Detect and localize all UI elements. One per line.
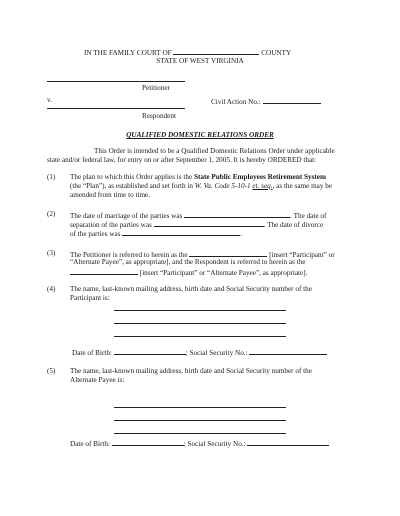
plan-name: State Public Employees Retirement System [193, 173, 326, 181]
participant-address-line-3[interactable] [114, 336, 286, 337]
participant-ssn-blank[interactable] [249, 347, 327, 355]
item-1-text-c: , as the same may be [272, 182, 333, 190]
state-heading: STATE OF WEST VIRGINIA [156, 57, 244, 65]
alternate-payee-dob-ssn [70, 438, 329, 449]
participant-address-line-1[interactable] [114, 310, 286, 311]
alternate-payee-address-line-1[interactable] [114, 407, 286, 408]
et-seq: et. seq. [252, 182, 273, 190]
alternate-payee-ssn-label: ; Social Security No.: [183, 440, 246, 448]
order-title-text: QUALIFIED DOMESTIC RELATIONS ORDER [126, 131, 274, 139]
court-suffix: COUNTY [261, 49, 292, 57]
item-2-text-c: separation of the parties was [70, 221, 152, 229]
item-4-line-2: Participant is: [70, 294, 110, 302]
item-5-number: (5) [47, 367, 56, 375]
respondent-name-line[interactable] [47, 108, 185, 109]
participant-dob-blank[interactable] [114, 347, 186, 355]
item-5-line-2: Alternate Payee is: [70, 376, 125, 384]
item-4-line-1: The name, last-known mailing address, birth date and Social Security number of the [70, 285, 312, 293]
court-prefix: IN THE FAMILY COURT OF [84, 49, 172, 57]
civil-action-label: Civil Action No.: [211, 98, 261, 106]
item-1-number: (1) [47, 173, 56, 181]
respondent-label: Respondent [142, 112, 176, 120]
participant-dob-ssn [72, 347, 327, 358]
participant-dob-label: Date of Birth: [72, 349, 112, 357]
civil-action-field [211, 96, 321, 107]
alternate-payee-dob-label: Date of Birth: [70, 440, 110, 448]
item-4-number: (4) [47, 285, 56, 293]
intro-line-2: state and/or federal law, for entry on or after September 1, 2005. It is hereby ORDERED that: [47, 156, 317, 164]
marriage-date-blank[interactable] [184, 210, 290, 218]
versus-label: v. [47, 96, 52, 104]
item-1-line-3: amended from time to time. [70, 191, 151, 199]
civil-action-blank[interactable] [263, 96, 321, 104]
statute-citation: W. Va. Code 5-10-1 [194, 182, 251, 190]
participant-address-line-2[interactable] [114, 323, 286, 324]
divorce-date-blank[interactable] [122, 228, 240, 236]
item-2-text-d: . The date of divorce [263, 221, 324, 229]
item-1-text-b: (the “Plan”), as established and set forth in [70, 182, 193, 190]
petitioner-role-blank[interactable] [189, 249, 267, 257]
item-3-number: (3) [47, 249, 56, 257]
petitioner-name-line[interactable] [47, 81, 185, 82]
item-2-line-3: of the parties was . [70, 230, 243, 238]
alternate-payee-address-line-2[interactable] [114, 420, 286, 421]
order-title [0, 131, 400, 140]
item-3-text-d: [insert “Participant” or “Alternate Payee”, as appropriate]. [139, 269, 308, 277]
alternate-payee-ssn-blank[interactable] [247, 438, 329, 446]
item-5-line-1: The name, last-known mailing address, birth date and Social Security number of the [70, 367, 312, 375]
respondent-role-blank[interactable] [70, 267, 138, 275]
item-3-text-a: The Petitioner is referred to herein as the [70, 251, 188, 259]
item-2-text-b: . The date of [290, 212, 327, 220]
item-2-text-e: of the parties was [70, 230, 121, 238]
item-2-text-a: The date of marriage of the parties was [70, 212, 183, 220]
item-3-line-3 [70, 267, 307, 278]
participant-ssn-label: ; Social Security No.: [185, 349, 248, 357]
alternate-payee-dob-blank[interactable] [112, 438, 184, 446]
item-1-line-1 [70, 173, 326, 182]
item-2-number: (2) [47, 210, 56, 218]
petitioner-label: Petitioner [142, 84, 170, 92]
item-1-text-a: The plan to which this Order applies is the [70, 173, 193, 181]
county-blank[interactable] [173, 47, 259, 55]
intro-line-1: This Order is intended to be a Qualified Domestic Relations Order under applicable [94, 147, 335, 155]
separation-date-blank[interactable] [154, 219, 264, 227]
item-1-line-2 [70, 182, 332, 191]
item-3-text-b: [insert “Participant” or [269, 251, 335, 259]
alternate-payee-address-line-3[interactable] [114, 433, 286, 434]
item-3-line-2: “Alternate Payee”, as appropriate], and the Respondent is referred to herein as the [70, 258, 306, 266]
